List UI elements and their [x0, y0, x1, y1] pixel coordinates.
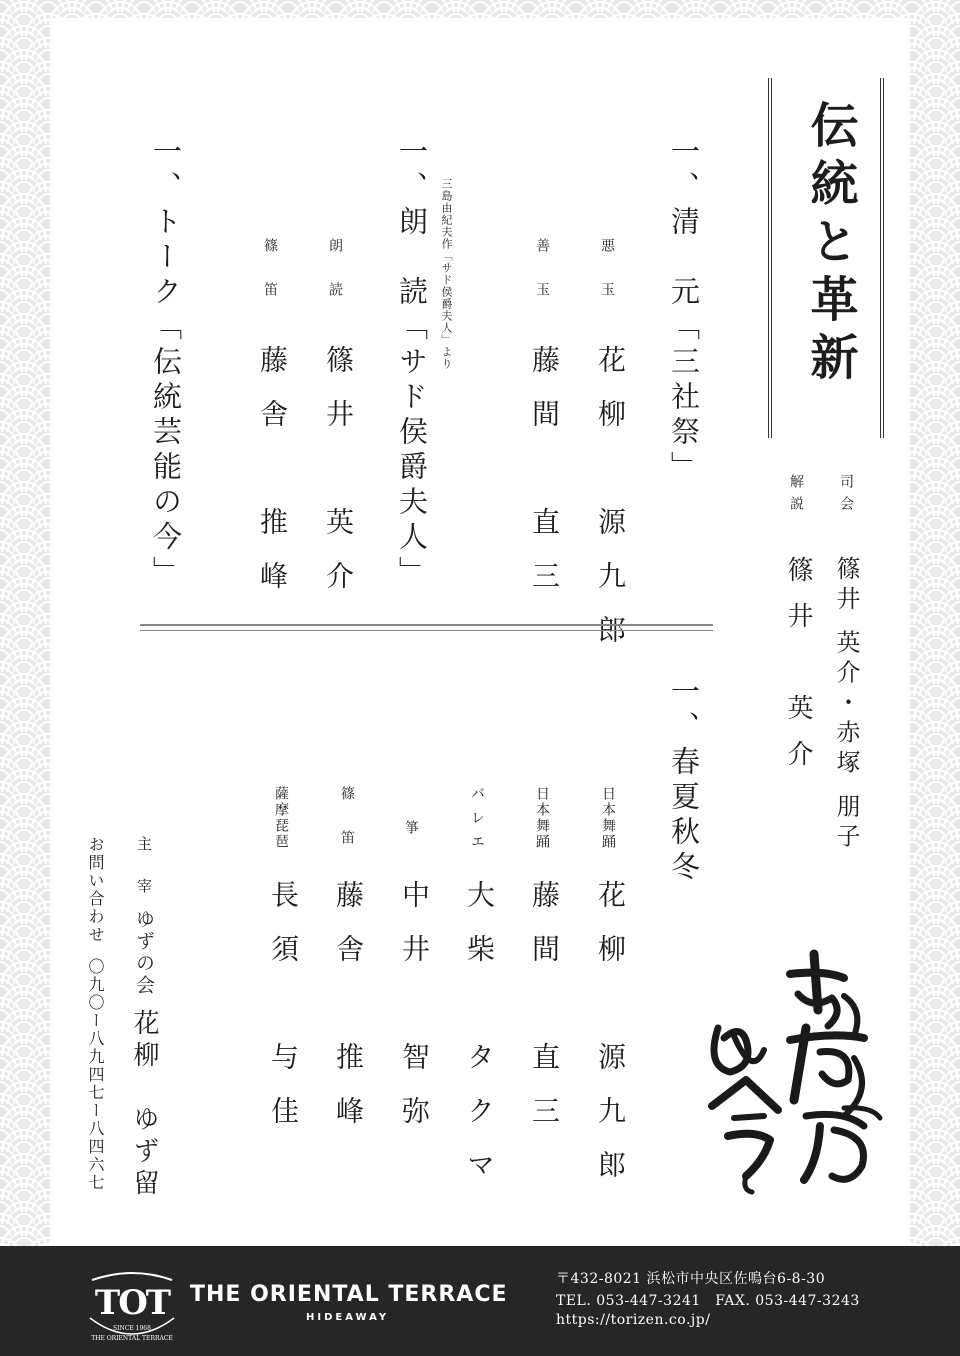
logo-since: SINCE 1968: [113, 1325, 151, 1332]
brand-subtitle: HIDEAWAY: [306, 1312, 390, 1323]
footer-bar: [0, 1246, 960, 1356]
organizer-block: [126, 836, 163, 1201]
program-heading-kiyomoto: 一、清 元「三社祭」: [667, 136, 701, 486]
logo-ring-text: THE ORIENTAL TERRACE: [91, 1335, 173, 1342]
performer-name: 藤舎 推峰: [332, 880, 365, 1150]
performer-role: 篠笛: [339, 786, 355, 874]
inquiry-label: お問い合わせ: [86, 836, 105, 944]
performer-name: 長須 与佳: [267, 880, 300, 1150]
calligraphy-logo: [694, 940, 894, 1200]
performer-name: 篠井 英介: [322, 345, 355, 615]
performer-role: 日本舞踊: [534, 786, 550, 850]
performer-role: 薩摩琵琶: [273, 786, 289, 850]
logo-letters: TOT: [94, 1283, 170, 1323]
hotel-logo-icon: [82, 1260, 182, 1346]
performer-name: 藤舎 推峰: [256, 345, 289, 615]
performer-name: 藤間 直三: [528, 345, 561, 615]
commentary-name: 篠井 英介: [783, 556, 813, 786]
performer-role: 箏: [403, 820, 419, 836]
footer-address: 〒432-8021 浜松市中央区佐鳴台6-8-30: [556, 1271, 826, 1287]
performer-role: バレエ: [469, 786, 485, 858]
brand-name: THE ORIENTAL TERRACE: [190, 1282, 508, 1307]
performer-name: 藤間 直三: [528, 880, 561, 1150]
performer-role: 日本舞踊: [600, 786, 616, 850]
performer-name: 花柳 源九郎: [594, 880, 627, 1204]
program-heading-reading: 一、朗 読「サド侯爵夫人」: [395, 136, 429, 591]
page-title: 伝統と革新: [802, 100, 858, 390]
mc-names: 篠井 英介・赤塚 朋子: [832, 556, 860, 854]
performer-role: 悪玉: [599, 238, 615, 326]
footer-tel-fax: TEL. 053-447-3241 FAX. 053-447-3243: [556, 1293, 860, 1309]
performer-name: 中井 智弥: [398, 880, 431, 1150]
organizer-name: 花柳 ゆず留: [129, 1009, 159, 1201]
section-divider: [140, 624, 713, 631]
mc-label: 司会: [838, 474, 854, 518]
organizer-label: 主 宰: [135, 836, 153, 899]
organizer-group: ゆずの会: [133, 909, 155, 997]
performer-role: 篠笛: [262, 238, 278, 326]
inquiry-block: [84, 836, 107, 1192]
inquiry-phone: 〇九〇ー八九四七ー八四六七: [86, 958, 105, 1192]
program-heading-seasons: 一、春夏秋冬: [667, 676, 701, 886]
performer-role: 朗読: [327, 238, 343, 326]
program-note: 三島由紀夫作「サド侯爵夫人」より: [440, 178, 453, 370]
performer-name: 大柴 タクマ: [463, 880, 496, 1204]
performer-name: 花柳 源九郎: [594, 345, 627, 669]
program-heading-talk: 一、トーク「伝統芸能の今」: [149, 136, 183, 591]
footer-url[interactable]: https://torizen.co.jp/: [556, 1312, 711, 1328]
performer-role: 善玉: [534, 238, 550, 326]
commentary-label: 解説: [788, 474, 804, 518]
